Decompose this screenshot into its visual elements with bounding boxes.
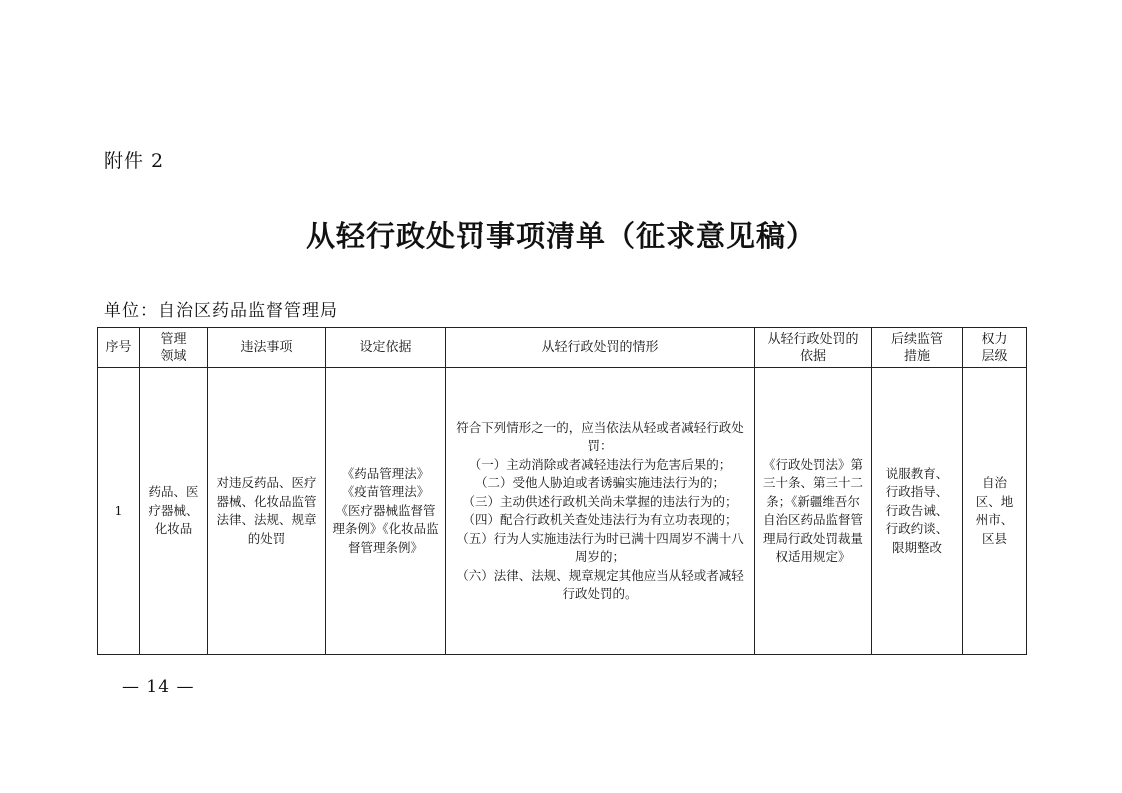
header-matter: 违法事项 — [208, 328, 326, 368]
cell-situation: 符合下列情形之一的，应当依法从轻或者减轻行政处罚： （一）主动消除或者减轻违法行为危害后果的； （二）受他人胁迫或者诱骗实施违法行为的； （三）主动供述行政机关尚未掌握的违法行为的； （四）配合行政机关查处违法行为有立功表现的； （五）行为人实施违法行为时已满十四周岁不满十八周岁的； （六）法律、法规、规章规定其他应当从轻或者减轻行政处罚的。 — [446, 368, 755, 655]
header-basis: 设定依据 — [326, 328, 446, 368]
cell-matter: 对违反药品、医疗器械、化妆品监管法律、法规、规章的处罚 — [208, 368, 326, 655]
table-header-row — [98, 328, 1027, 368]
header-level: 权力 层级 — [963, 328, 1027, 368]
page-number: — 14 — — [122, 677, 195, 697]
header-domain: 管理 领域 — [140, 328, 208, 368]
attachment-label: 附件 2 — [104, 150, 165, 172]
table-row — [98, 368, 1027, 655]
header-measures: 后续监管 措施 — [872, 328, 963, 368]
cell-domain: 药品、医 疗器械、 化妆品 — [140, 368, 208, 655]
document-title: 从轻行政处罚事项清单（征求意见稿） — [305, 219, 816, 253]
penalty-list-table — [97, 327, 1027, 655]
cell-level: 自治 区、地 州市、 区县 — [963, 368, 1027, 655]
cell-seq: 1 — [98, 368, 140, 655]
cell-light-basis: 《行政处罚法》第三十条、第三十二条；《新疆维吾尔自治区药品监督管理局行政处罚裁量权适用规定》 — [755, 368, 872, 655]
unit-line: 单位：自治区药品监督管理局 — [104, 301, 338, 321]
cell-basis: 《药品管理法》 《疫苗管理法》 《医疗器械监督管理条例》《化妆品监督管理条例》 — [326, 368, 446, 655]
header-light-basis: 从轻行政处罚的 依据 — [755, 328, 872, 368]
header-seq: 序号 — [98, 328, 140, 368]
cell-measures: 说服教育、 行政指导、 行政告诫、 行政约谈、 限期整改 — [872, 368, 963, 655]
header-situation: 从轻行政处罚的情形 — [446, 328, 755, 368]
